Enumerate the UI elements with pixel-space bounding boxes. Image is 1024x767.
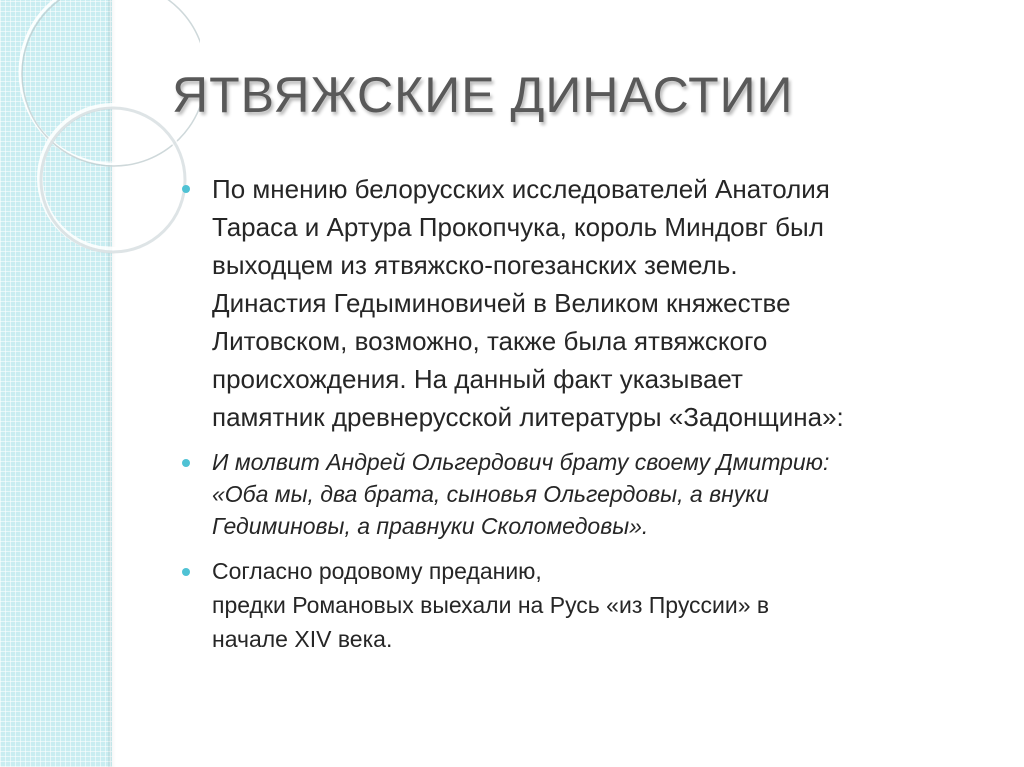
text-line: Согласно родовому преданию, — [212, 558, 542, 584]
text-line: происхождения. На данный факт указывает — [212, 364, 743, 394]
text-line: «Оба мы, два брата, сыновья Ольгердовы, а внуки — [212, 481, 769, 507]
bullet-dot-icon — [182, 459, 190, 467]
bullet-item-quote — [182, 446, 982, 542]
bullet-item — [182, 170, 982, 436]
bullet-dot-icon — [182, 185, 190, 193]
text-line: Тараса и Артура Прокопчука, король Миндовг был — [212, 212, 824, 242]
strip-shadow — [108, 0, 116, 767]
text-line: Гедиминовы, а правнуки Сколомедовы». — [212, 513, 649, 539]
decorative-side-strip — [0, 0, 112, 767]
slide-title: ЯТВЯЖСКИЕ ДИНАСТИИ — [172, 67, 794, 123]
text-line: выходцем из ятвяжско-погезанских земель. — [212, 250, 738, 280]
slide-body — [182, 170, 982, 656]
bullet-dot-icon — [182, 568, 190, 576]
text-line: предки Романовых выехали на Русь «из Пруссии» в — [212, 592, 770, 618]
text-line: И молвит Андрей Ольгердович брату своему Дмитрию: — [212, 449, 830, 475]
text-line: памятник древнерусской литературы «Задонщина»: — [212, 402, 844, 432]
text-line: начале XIV века. — [212, 626, 393, 652]
text-line: Литовском, возможно, также была ятвяжского — [212, 326, 768, 356]
text-line: По мнению белорусских исследователей Анатолия — [212, 174, 830, 204]
bullet-item — [182, 554, 982, 656]
text-line: Династия Гедыминовичей в Великом княжестве — [212, 288, 791, 318]
